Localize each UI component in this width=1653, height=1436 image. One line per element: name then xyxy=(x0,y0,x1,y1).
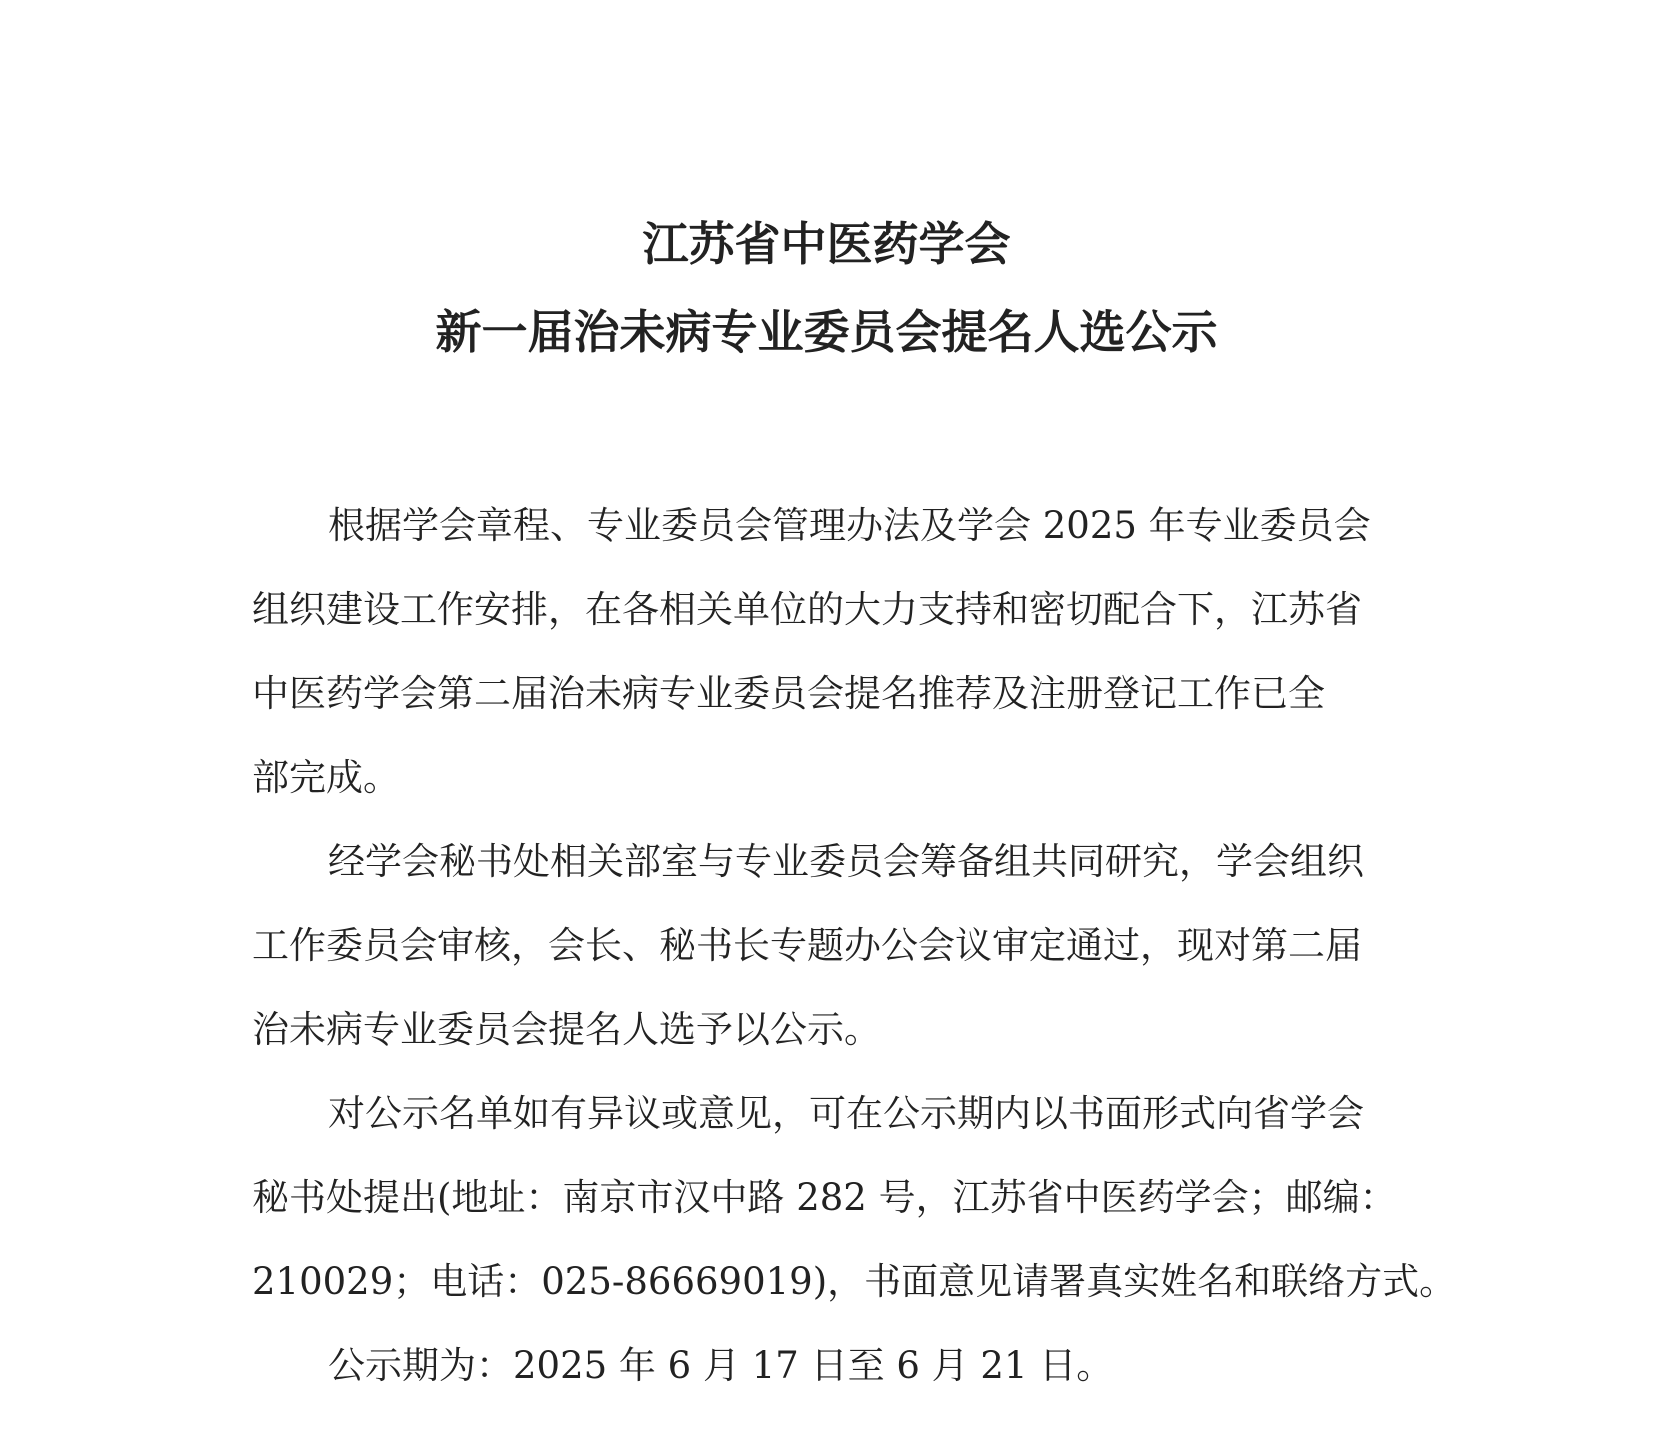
paragraph-line: 中医药学会第二届治未病专业委员会提名推荐及注册登记工作已全 xyxy=(252,672,1325,715)
paragraph-line: 工作委员会审核，会长、秘书长专题办公会议审定通过，现对第二届 xyxy=(252,924,1362,967)
paragraph-line: 秘书处提出(地址：南京市汉中路 282 号，江苏省中医药学会；邮编： xyxy=(252,1176,1397,1219)
paragraph-line: 210029；电话：025-86669019)，书面意见请署真实姓名和联络方式。 xyxy=(252,1260,1457,1303)
document-title-line-2: 新一届治未病专业委员会提名人选公示 xyxy=(435,305,1218,359)
paragraph-line: 公示期为：2025 年 6 月 17 日至 6 月 21 日。 xyxy=(328,1344,1114,1387)
paragraph-line: 对公示名单如有异议或意见，可在公示期内以书面形式向省学会 xyxy=(328,1092,1364,1135)
paragraph-period xyxy=(252,1324,1412,1408)
paragraph-line: 治未病专业委员会提名人选予以公示。 xyxy=(252,1008,881,1051)
document-body xyxy=(252,484,1457,1408)
paragraph-line: 根据学会章程、专业委员会管理办法及学会 2025 年专业委员会 xyxy=(328,504,1371,547)
paragraph-line: 组织建设工作安排，在各相关单位的大力支持和密切配合下，江苏省 xyxy=(252,588,1362,631)
paragraph-line: 经学会秘书处相关部室与专业委员会筹备组共同研究，学会组织 xyxy=(328,840,1364,883)
paragraph-line: 部完成。 xyxy=(252,756,400,799)
document-title-line-1: 江苏省中医药学会 xyxy=(642,217,1011,271)
paragraph-basis xyxy=(252,484,1412,820)
paragraph-objection xyxy=(252,1072,1457,1324)
paragraph-review xyxy=(252,820,1412,1072)
